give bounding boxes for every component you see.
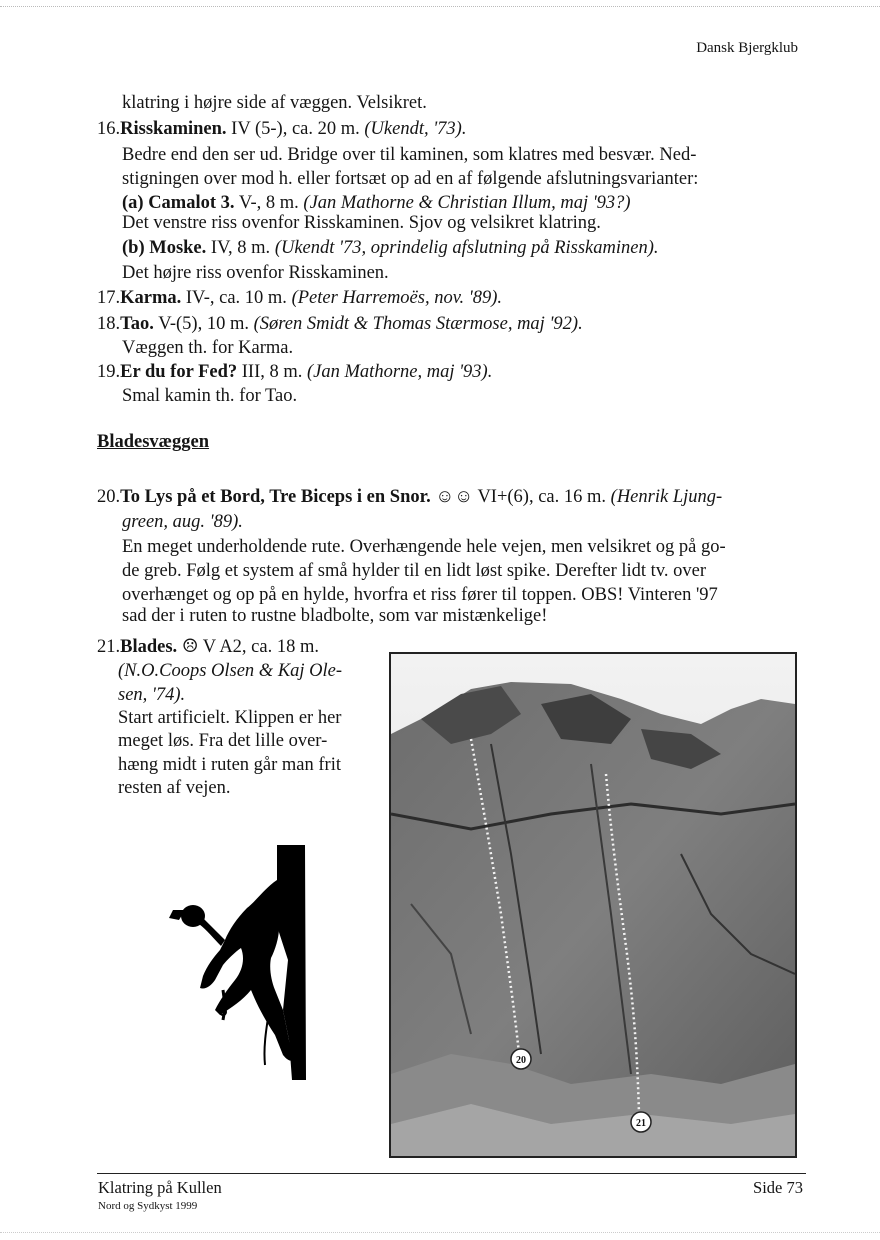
route-17 xyxy=(97,287,502,309)
route-name: Risskaminen. xyxy=(120,119,227,139)
text-line: resten af vejen. xyxy=(118,778,231,798)
route-credit xyxy=(118,684,185,706)
route-21-marker: 21 xyxy=(636,1118,646,1129)
text-line: Bedre end den ser ud. Bridge over til kaminen, som klatres med besvær. Ned- xyxy=(122,145,697,165)
route-20 xyxy=(97,486,722,508)
route-grade: IV (5-), ca. 20 m. xyxy=(226,119,365,139)
text-line: klatring i højre side af væggen. Velsikret. xyxy=(122,93,427,113)
text-line: de greb. Følg et system af små hylder til en lidt løst spike. Derefter lidt tv. over xyxy=(122,561,706,581)
route-grade: ☹ V A2, ca. 18 m. xyxy=(177,637,319,657)
text-line: hæng midt i ruten går man frit xyxy=(118,755,341,775)
variant-credit: (Ukendt '73, oprindelig afslutning på Risskaminen). xyxy=(274,238,659,258)
text-line: meget løs. Fra det lille over- xyxy=(118,731,328,751)
route-number: 20. xyxy=(97,487,121,507)
variant-a xyxy=(122,192,631,214)
variant-b xyxy=(122,237,659,259)
crag-image xyxy=(391,654,795,1156)
climber-silhouette-icon xyxy=(165,840,315,1085)
variant-grade: V-, 8 m. xyxy=(234,193,304,213)
variant-credit: (Jan Mathorne & Christian Illum, maj '93?) xyxy=(303,193,631,213)
variant-name: (b) Moske. xyxy=(122,238,207,258)
route-name: Tao. xyxy=(120,314,154,334)
route-name: To Lys på et Bord, Tre Biceps i en Snor. xyxy=(120,487,431,507)
route-credit: (Henrik Ljung- xyxy=(610,487,723,507)
route-number: 18. xyxy=(97,314,121,334)
footer-title: Klatring på Kullen xyxy=(98,1178,222,1197)
route-credit xyxy=(118,660,342,682)
route-credit: (Jan Mathorne, maj '93). xyxy=(307,362,493,382)
route-credit: (Søren Smidt & Thomas Stærmose, maj '92). xyxy=(253,314,583,334)
page-number: Side 73 xyxy=(753,1178,803,1197)
top-border xyxy=(0,6,880,7)
section-title: Bladesvæggen xyxy=(97,432,210,452)
route-name: Karma. xyxy=(120,288,182,308)
route-credit-cont xyxy=(122,511,243,533)
route-credit: (Peter Harremoës, nov. '89). xyxy=(291,288,503,308)
route-grade: III, 8 m. xyxy=(237,362,308,382)
running-header: Dansk Bjergklub xyxy=(696,40,798,56)
footer-subtitle: Nord og Sydkyst 1999 xyxy=(98,1200,198,1212)
crag-photo xyxy=(389,652,797,1158)
route-number: 16. xyxy=(97,119,121,139)
bottom-border xyxy=(0,1232,880,1233)
route-name: Er du for Fed? xyxy=(120,362,238,382)
credit-line: sen, '74). xyxy=(118,685,186,705)
variant-grade: IV, 8 m. xyxy=(206,238,275,258)
variant-name: (a) Camalot 3. xyxy=(122,193,235,213)
route-16 xyxy=(97,118,466,140)
text-line: Det højre riss ovenfor Risskaminen. xyxy=(122,263,389,283)
text-line: sad der i ruten to rustne bladbolte, som var mistænkelige! xyxy=(122,606,548,626)
route-20-marker: 20 xyxy=(516,1055,526,1066)
text-line: Væggen th. for Karma. xyxy=(122,338,294,358)
route-grade: ☺☺ VI+(6), ca. 16 m. xyxy=(430,487,611,507)
text-line: En meget underholdende rute. Overhængende hele vejen, men velsikret og på go- xyxy=(122,537,726,557)
route-credit: green, aug. '89). xyxy=(122,512,243,532)
route-21 xyxy=(97,636,319,658)
route-number: 21. xyxy=(97,637,121,657)
credit-line: (N.O.Coops Olsen & Kaj Ole- xyxy=(118,661,343,681)
text-line: stigningen over mod h. eller fortsæt op ad en af følgende afslutningsvarianter: xyxy=(122,169,699,189)
route-18 xyxy=(97,313,583,335)
text-line: overhænget og op på en hylde, hvorfra et riss fører til toppen. OBS! Vinteren '97 xyxy=(122,585,718,605)
route-grade: V-(5), 10 m. xyxy=(153,314,254,334)
text-line: Start artificielt. Klippen er her xyxy=(118,708,342,728)
route-credit: (Ukendt, '73). xyxy=(364,119,467,139)
route-number: 17. xyxy=(97,288,121,308)
text-line: Smal kamin th. for Tao. xyxy=(122,386,298,406)
text-line: Det venstre riss ovenfor Risskaminen. Sjov og velsikret klatring. xyxy=(122,213,601,233)
route-grade: IV-, ca. 10 m. xyxy=(181,288,292,308)
route-19 xyxy=(97,361,492,383)
route-name: Blades. xyxy=(120,637,178,657)
route-number: 19. xyxy=(97,362,121,382)
footer-rule xyxy=(97,1173,806,1174)
